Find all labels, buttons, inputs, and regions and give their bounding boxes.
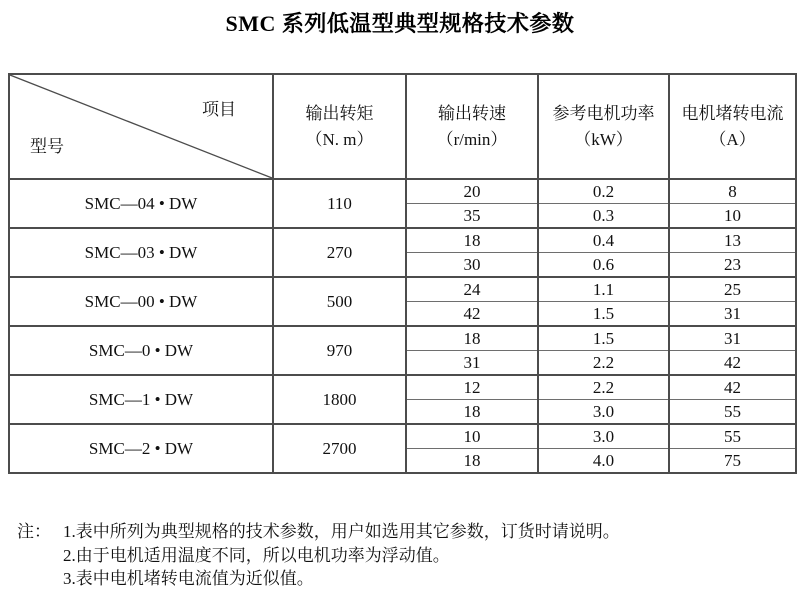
col-header-speed-label: 输出转速 [438,103,506,123]
current-cell: 31 [669,302,796,327]
torque-cell: 970 [273,326,406,375]
col-header-power-unit: （kW） [574,129,633,149]
table-row [9,424,796,449]
table-row [9,228,796,253]
power-cell: 2.2 [538,351,669,376]
corner-top-label: 项目 [202,100,236,119]
torque-cell: 1800 [273,375,406,424]
speed-cell: 30 [406,253,538,278]
page-title: SMC 系列低温型典型规格技术参数 [225,11,575,36]
corner-header-cell [9,74,273,179]
current-cell: 23 [669,253,796,278]
note-item: 3.表中电机堵转电流值为近似值。 [63,569,314,588]
col-header-torque-unit: （N. m） [305,129,374,149]
power-cell: 1.1 [538,277,669,302]
col-header-torque [273,74,406,179]
speed-cell: 12 [406,375,538,400]
header-row [9,74,796,179]
col-header-speed-unit: （r/min） [436,129,508,149]
spec-table [8,73,797,474]
power-cell: 2.2 [538,375,669,400]
model-cell: SMC—1 • DW [9,375,273,424]
model-cell: SMC—00 • DW [9,277,273,326]
speed-cell: 24 [406,277,538,302]
speed-cell: 18 [406,326,538,351]
current-cell: 25 [669,277,796,302]
power-cell: 3.0 [538,424,669,449]
note-item: 1.表中所列为典型规格的技术参数，用户如选用其它参数，订货时请说明。 [63,522,620,541]
current-cell: 13 [669,228,796,253]
power-cell: 4.0 [538,449,669,474]
current-cell: 75 [669,449,796,474]
table-row [9,179,796,204]
speed-cell: 18 [406,228,538,253]
power-cell: 0.2 [538,179,669,204]
col-header-power [538,74,669,179]
current-cell: 42 [669,375,796,400]
col-header-current-label: 电机堵转电流 [681,103,784,123]
notes-items [63,520,620,591]
current-cell: 55 [669,424,796,449]
col-header-current [669,74,796,179]
power-cell: 0.3 [538,204,669,229]
torque-cell: 2700 [273,424,406,473]
diagonal-divider-line [10,75,272,178]
current-cell: 31 [669,326,796,351]
corner-bottom-label: 型号 [30,137,64,156]
model-cell: SMC—04 • DW [9,179,273,228]
col-header-power-label: 参考电机功率 [552,103,655,123]
current-cell: 55 [669,400,796,425]
notes-label: 注： [17,522,51,541]
speed-cell: 18 [406,449,538,474]
model-cell: SMC—0 • DW [9,326,273,375]
speed-cell: 35 [406,204,538,229]
model-cell: SMC—2 • DW [9,424,273,473]
notes [17,520,620,591]
power-cell: 0.4 [538,228,669,253]
current-cell: 8 [669,179,796,204]
table-row [9,277,796,302]
table-row [9,326,796,351]
note-item: 2.由于电机适用温度不同，所以电机功率为浮动值。 [63,545,450,565]
speed-cell: 31 [406,351,538,376]
col-header-speed [406,74,538,179]
power-cell: 1.5 [538,302,669,327]
power-cell: 1.5 [538,326,669,351]
speed-cell: 42 [406,302,538,327]
col-header-current-unit: （A） [709,129,756,149]
speed-cell: 18 [406,400,538,425]
power-cell: 3.0 [538,400,669,425]
power-cell: 0.6 [538,253,669,278]
speed-cell: 20 [406,179,538,204]
table-row [9,375,796,400]
col-header-torque-label: 输出转矩 [305,103,374,123]
model-cell: SMC—03 • DW [9,228,273,277]
current-cell: 10 [669,204,796,229]
torque-cell: 110 [273,179,406,228]
current-cell: 42 [669,351,796,376]
torque-cell: 270 [273,228,406,277]
speed-cell: 10 [406,424,538,449]
torque-cell: 500 [273,277,406,326]
